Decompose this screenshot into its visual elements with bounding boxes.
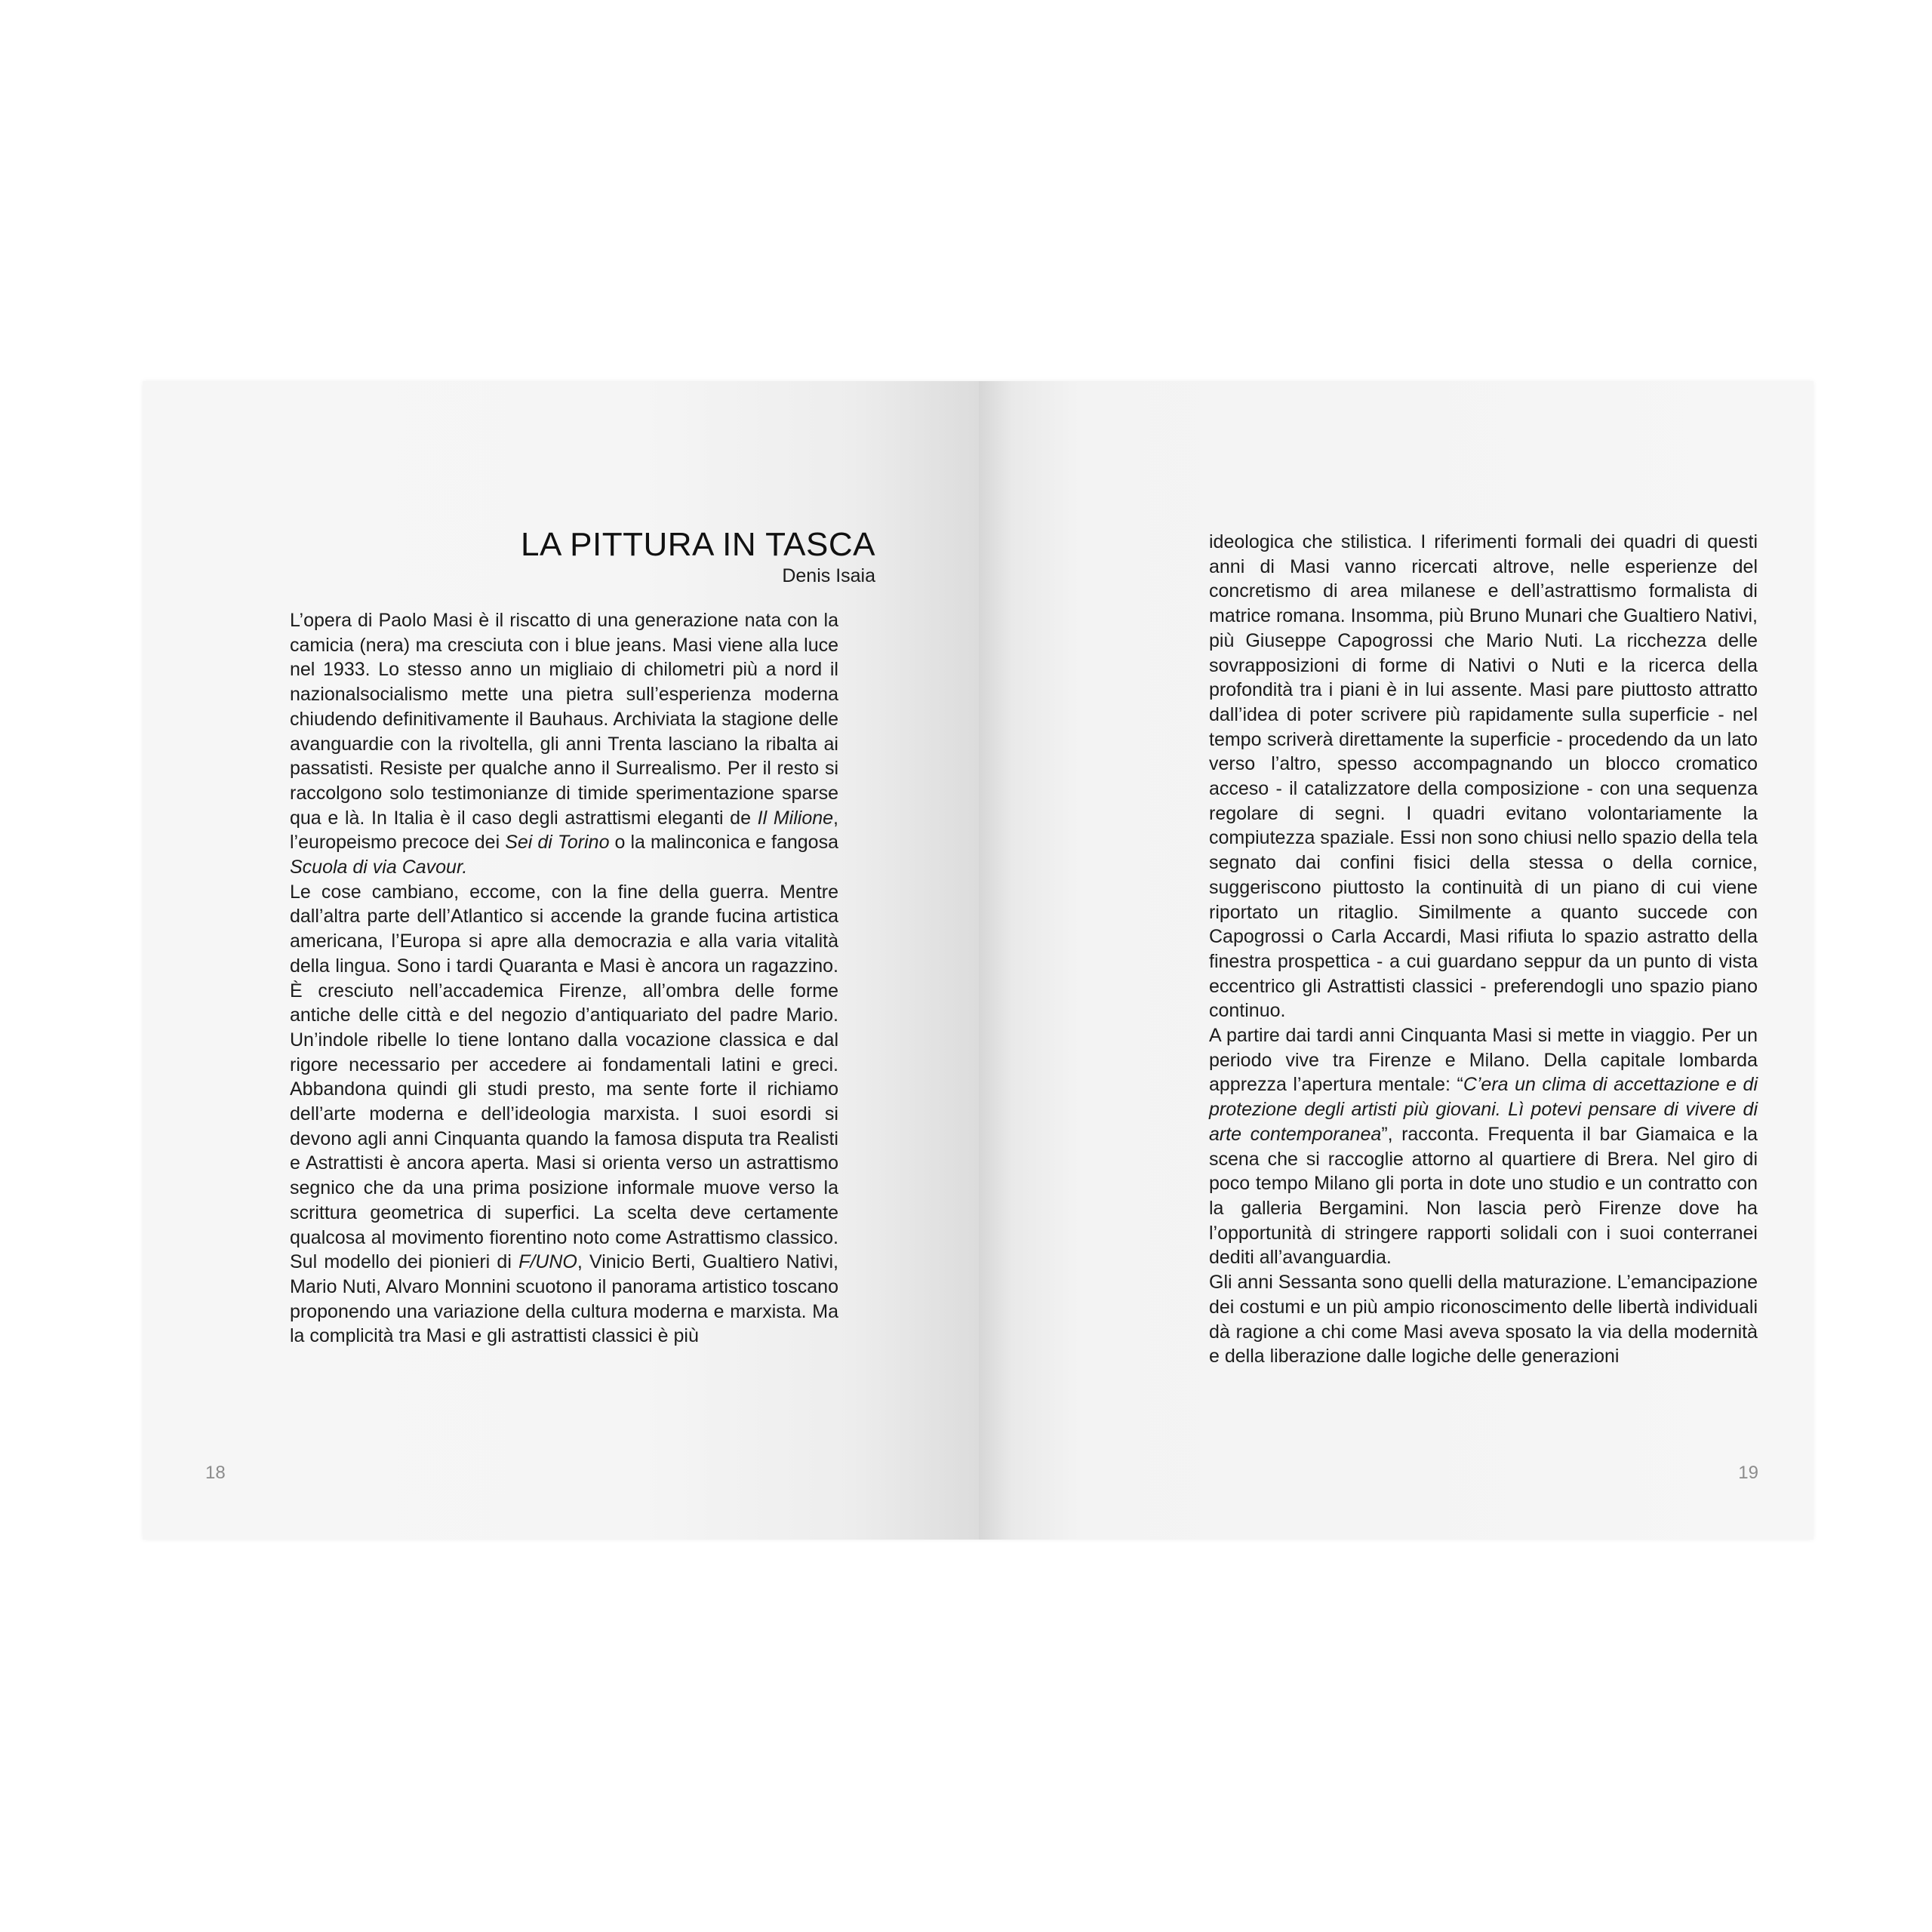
italic-text: Scuola di via Cavour. xyxy=(290,857,468,878)
italic-text: C’era un clima di accettazione e di protezione degli artisti più giovani. Lì potevi pensare di vivere di arte contemporanea xyxy=(1209,1074,1758,1145)
text-run: ideologica che stilistica. I riferimenti formali dei quadri di questi anni di Masi vanno ricercati altrove, nelle esperienze del concretismo di area milanese e dell’astrattismo formalista di matrice romana. Insomma, più Bruno Munari che Gualtiero Nativi, più Giuseppe Capogrossi che Mario Nuti. La ricchezza delle sovrapposizioni di forme di Nativi o Nuti e la ricerca della profondità tra i piani è in lui assente. Masi pare piuttosto attratto dall’idea di poter scrivere più rapidamente sulla superficie - nel tempo scriverà direttamente la superficie - procedendo da un lato verso l’altro, spesso accompagnando un blocco cromatico acceso - il catalizzatore della composizione - con una sequenza regolare di segni. I quadri evitano volontariamente la compiutezza spaziale. Essi non sono chiusi nello spazio della tela segnato dai confini fisici della stessa o della cornice, suggeriscono piuttosto la continuità di un piano di cui viene riportato un ritaglio. Similmente a quanto succede con Capogrossi o Carla Accardi, Masi rifiuta lo spazio astratto della finestra prospettica - a cui guardano seppur da un punto di vista eccentrico gli Astrattisti classici - preferendogli uno spazio piano continuo. xyxy=(1209,531,1758,1022)
italic-text: Il Milione xyxy=(757,807,834,829)
page-number-right: 19 xyxy=(1738,1463,1758,1483)
body-paragraph xyxy=(1209,530,1758,1023)
text-run: ”, racconta. Frequenta il bar Giamaica e la scena che si raccoglie attorno al quartiere di Brera. Nel giro di poco tempo Milano gli porta in dote uno studio e un contratto con la galleria Bergamini. Non lascia però Firenze dove ha l’opportunità di stringere rapporti solidali con i suoi conterranei dediti all’avanguardia. xyxy=(1209,1123,1758,1269)
italic-text: Sei di Torino xyxy=(505,832,610,854)
text-run: , l’europeismo precoce dei xyxy=(290,807,838,854)
text-run: o la malinconica e fangosa xyxy=(609,832,838,854)
italic-text: F/UNO xyxy=(518,1251,577,1273)
text-run: L’opera di Paolo Masi è il riscatto di una generazione nata con la camicia (nera) ma cresciuta con i blue jeans. Masi viene alla luce nel 1933. Lo stesso anno un migliaio di chilometri più a nord il nazionalsocialismo mette una pietra sull’esperienza moderna chiudendo definitivamente il Bauhaus. Archiviata la stagione delle avanguardie con la rivoltella, gli anni Trenta lasciano la ribalta ai passatisti. Resiste per qualche anno il Surrealismo. Per il resto si raccolgono solo testimonianze di timide sperimentazione sparse qua e là. In Italia è il caso degli astrattismi eleganti de xyxy=(290,610,838,829)
right-body-text xyxy=(1209,530,1758,1369)
text-run: A partire dai tardi anni Cinquanta Masi si mette in viaggio. Per un periodo vive tra Firenze e Milano. Della capitale lombarda apprezza l’apertura mentale: “ xyxy=(1209,1025,1758,1096)
text-run: , Vinicio Berti, Gualtiero Nativi, Mario Nuti, Alvaro Monnini scuotono il panorama artistico toscano proponendo una variazione della cultura moderna e marxista. Ma la complicità tra Masi e gli astrattisti classici è più xyxy=(290,1251,838,1347)
right-page xyxy=(979,381,1814,1540)
body-paragraph xyxy=(1209,1270,1758,1369)
body-paragraph xyxy=(290,608,838,880)
article-author: Denis Isaia xyxy=(782,565,875,586)
article-title: LA PITTURA IN TASCA xyxy=(521,526,875,563)
text-run: Le cose cambiano, eccome, con la fine della guerra. Mentre dall’altra parte dell’Atlantico si accende la grande fucina artistica americana, l’Europa si apre alla democrazia e alla varia vitalità della lingua. Sono i tardi Quaranta e Masi è ancora un ragazzino. È cresciuto nell’accademica Firenze, all’ombra delle forme antiche delle città e del negozio d’antiquariato del padre Mario. Un’indole ribelle lo tiene lontano dalla vocazione classica e dal rigore necessario per accedere ai fondamentali latini e greci. Abbandona quindi gli studi presto, ma sente forte il richiamo dell’arte moderna e dell’ideologia marxista. I suoi esordi si devono agli anni Cinquanta quando la famosa disputa tra Realisti e Astrattisti è ancora aperta. Masi si orienta verso un astrattismo segnico che da una prima posizione informale muove verso la scrittura geometrica di superfici. La scelta deve certamente qualcosa al movimento fiorentino noto come Astrattismo classico. Sul modello dei pionieri di xyxy=(290,881,838,1273)
body-paragraph xyxy=(1209,1023,1758,1270)
left-page xyxy=(143,381,979,1540)
body-paragraph xyxy=(290,880,838,1349)
text-run: Gli anni Sessanta sono quelli della maturazione. L’emancipazione dei costumi e un più ampio riconoscimento delle libertà individuali dà ragione a chi come Masi aveva sposato la via della modernità e della liberazione dalle logiche delle generazioni xyxy=(1209,1272,1758,1367)
open-booklet-spread xyxy=(143,381,1814,1540)
left-body-text xyxy=(290,608,838,1349)
page-number-left: 18 xyxy=(205,1463,226,1483)
